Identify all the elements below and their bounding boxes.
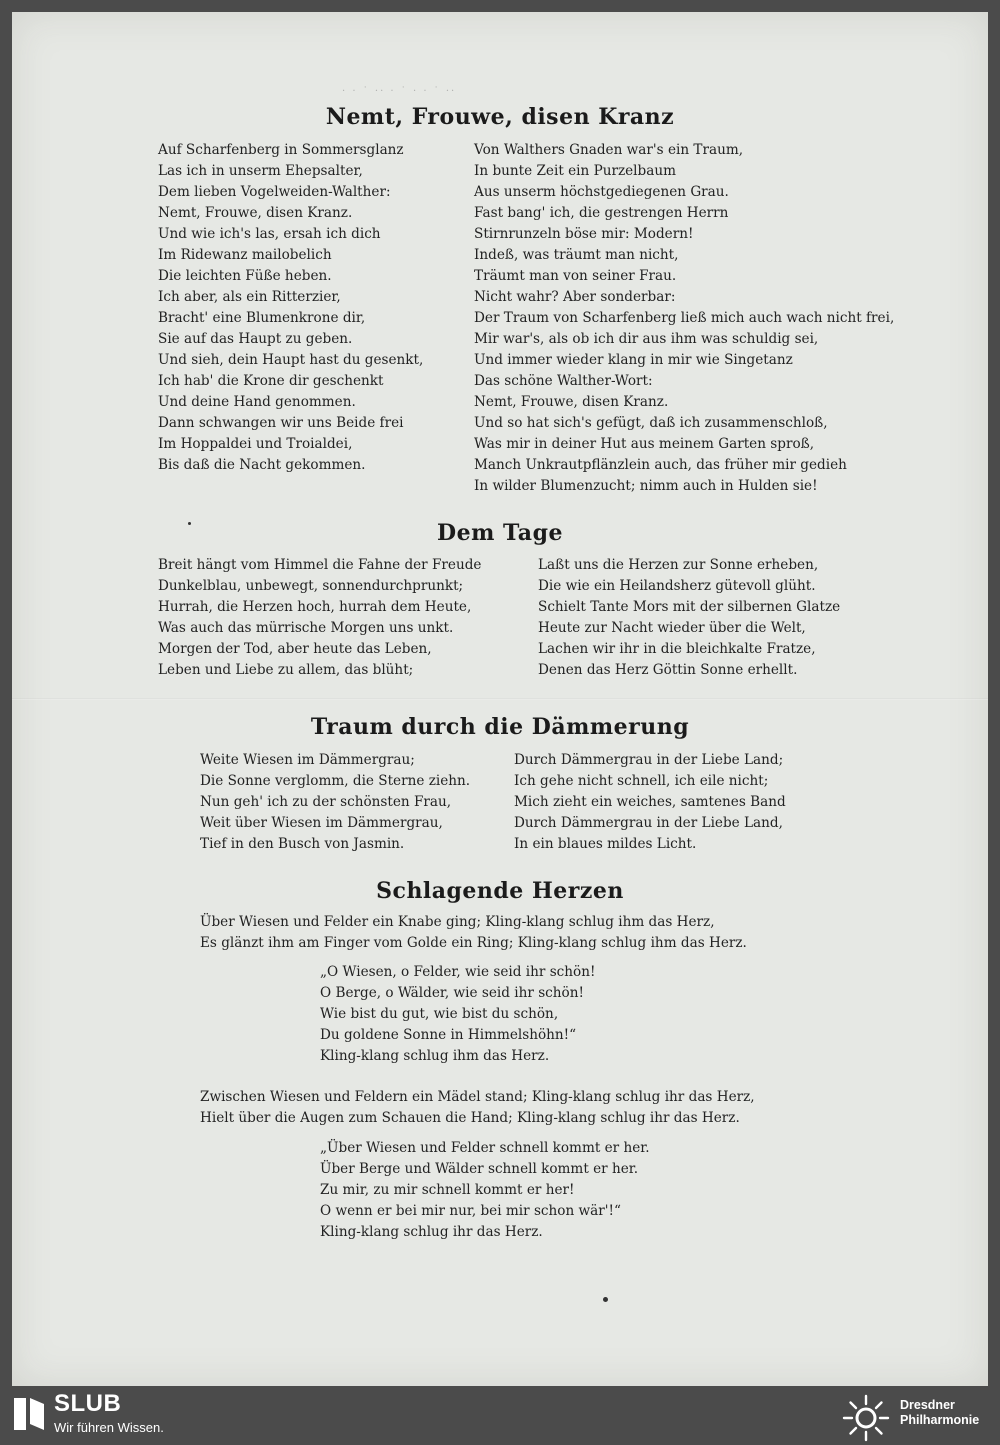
- poem4-quote1: [320, 962, 595, 1067]
- verse-line: Das schöne Walther-Wort:: [474, 373, 653, 389]
- verse-line: Die wie ein Heilandsherz gütevoll glüht.: [538, 578, 816, 594]
- verse-line: Weite Wiesen im Dämmergrau;: [200, 752, 415, 768]
- verse-line: Nemt, Frouwe, disen Kranz.: [474, 394, 669, 410]
- verse-line: Lachen wir ihr in die bleichkalte Fratze,: [538, 641, 816, 657]
- verse-line: Was mir in deiner Hut aus meinem Garten sproß,: [474, 436, 815, 452]
- verse-line: Kling-klang schlug ihr das Herz.: [320, 1224, 543, 1240]
- poem1-left-column: [158, 140, 423, 476]
- poem-title-traum-durch-die-daemmerung: Traum durch die Dämmerung: [310, 714, 690, 740]
- verse-line: Von Walthers Gnaden war's ein Traum,: [474, 142, 744, 158]
- library-name: SLUB: [54, 1390, 122, 1417]
- verse-line: Über Berge und Wälder schnell kommt er her.: [320, 1161, 639, 1177]
- verse-line: Dem lieben Vogelweiden-Walther:: [158, 184, 391, 200]
- partner-line1: Dresdner: [900, 1398, 955, 1412]
- philharmonie-logo-icon: [842, 1394, 890, 1442]
- verse-line: Hurrah, die Herzen hoch, hurrah dem Heute,: [158, 599, 472, 615]
- verse-line: O Berge, o Wälder, wie seid ihr schön!: [320, 985, 584, 1001]
- verse-line: Träumt man von seiner Frau.: [474, 268, 677, 284]
- verse-line: Las ich in unserm Ehepsalter,: [158, 163, 363, 179]
- verse-line: Nun geh' ich zu der schönsten Frau,: [200, 794, 452, 810]
- verse-line: O wenn er bei mir nur, bei mir schon wär'!“: [320, 1203, 621, 1219]
- verse-line: Tief in den Busch von Jasmin.: [200, 836, 405, 852]
- verse-line: „Über Wiesen und Felder schnell kommt er her.: [320, 1140, 650, 1156]
- verse-line: Heute zur Nacht wieder über die Welt,: [538, 620, 806, 636]
- poem4-stanza1: [200, 912, 747, 954]
- verse-line: Indeß, was träumt man nicht,: [474, 247, 679, 263]
- verse-line: Zu mir, zu mir schnell kommt er her!: [320, 1182, 575, 1198]
- verse-line: Es glänzt ihm am Finger vom Golde ein Ring; Kling-klang schlug ihm das Herz.: [200, 935, 747, 951]
- verse-line: Im Ridewanz mailobelich: [158, 247, 332, 263]
- poem3-right-column: [514, 750, 786, 855]
- ink-dot: [188, 522, 191, 525]
- verse-line: Sie auf das Haupt zu geben.: [158, 331, 353, 347]
- verse-line: Die Sonne verglomm, die Sterne ziehn.: [200, 773, 471, 789]
- library-tagline: Wir führen Wissen.: [54, 1420, 164, 1435]
- verse-line: Der Traum von Scharfenberg ließ mich auch wach nicht frei,: [474, 310, 895, 326]
- verse-line: Breit hängt vom Himmel die Fahne der Freude: [158, 557, 482, 573]
- verse-line: Wie bist du gut, wie bist du schön,: [320, 1006, 559, 1022]
- verse-line: Ich aber, als ein Ritterzier,: [158, 289, 341, 305]
- poem1-right-column: [474, 140, 894, 497]
- verse-line: Und immer wieder klang in mir wie Singetanz: [474, 352, 793, 368]
- partner-line2: Philharmonie: [900, 1413, 980, 1427]
- verse-line: Kling-klang schlug ihm das Herz.: [320, 1048, 550, 1064]
- verse-line: Leben und Liebe zu allem, das blüht;: [158, 662, 414, 678]
- verse-line: Dunkelblau, unbewegt, sonnendurchprunkt;: [158, 578, 464, 594]
- verse-line: Morgen der Tod, aber heute das Leben,: [158, 641, 432, 657]
- verse-line: In ein blaues mildes Licht.: [514, 836, 697, 852]
- poem2-right-column: [538, 555, 840, 681]
- verse-line: Durch Dämmergrau in der Liebe Land;: [514, 752, 784, 768]
- footer-bar: [0, 1388, 1000, 1445]
- verse-line: Bis daß die Nacht gekommen.: [158, 457, 366, 473]
- poem3-left-column: [200, 750, 470, 855]
- verse-line: Denen das Herz Göttin Sonne erhellt.: [538, 662, 798, 678]
- verse-line: Aus unserm höchstgediegenen Grau.: [474, 184, 729, 200]
- poem-title-schlagende-herzen: Schlagende Herzen: [376, 878, 624, 904]
- poem2-left-column: [158, 555, 481, 681]
- verse-line: Hielt über die Augen zum Schauen die Hand; Kling-klang schlug ihr das Herz.: [200, 1110, 740, 1126]
- verse-line: Im Hoppaldei und Troialdei,: [158, 436, 353, 452]
- faded-stamp: · ‧ ˙ ·· ‧ ˙ · ‧ ˙ ··: [342, 86, 457, 97]
- partner-name: [900, 1398, 979, 1428]
- verse-line: Schielt Tante Mors mit der silbernen Glatze: [538, 599, 841, 615]
- slub-logo-icon: [12, 1394, 46, 1434]
- verse-line: Du goldene Sonne in Himmelshöhn!“: [320, 1027, 577, 1043]
- verse-line: Und wie ich's las, ersah ich dich: [158, 226, 381, 242]
- verse-line: Durch Dämmergrau in der Liebe Land,: [514, 815, 783, 831]
- poem4-quote2: [320, 1138, 650, 1243]
- verse-line: Ich hab' die Krone dir geschenkt: [158, 373, 384, 389]
- verse-line: Und so hat sich's gefügt, daß ich zusammenschloß,: [474, 415, 828, 431]
- verse-line: Laßt uns die Herzen zur Sonne erheben,: [538, 557, 819, 573]
- verse-line: Die leichten Füße heben.: [158, 268, 332, 284]
- verse-line: Bracht' eine Blumenkrone dir,: [158, 310, 366, 326]
- verse-line: Mich zieht ein weiches, samtenes Band: [514, 794, 786, 810]
- verse-line: In wilder Blumenzucht; nimm auch in Hulden sie!: [474, 478, 818, 494]
- poem4-stanza2: [200, 1087, 755, 1129]
- poem-title-nemt-frouwe: Nemt, Frouwe, disen Kranz: [325, 104, 675, 130]
- verse-line: Stirnrunzeln böse mir: Modern!: [474, 226, 694, 242]
- poem-title-dem-tage: Dem Tage: [437, 520, 563, 546]
- verse-line: Mir war's, als ob ich dir aus ihm was schuldig sei,: [474, 331, 819, 347]
- verse-line: Dann schwangen wir uns Beide frei: [158, 415, 404, 431]
- verse-line: Was auch das mürrische Morgen uns unkt.: [158, 620, 454, 636]
- paper-fold: [12, 698, 988, 700]
- verse-line: Über Wiesen und Felder ein Knabe ging; Kling-klang schlug ihm das Herz,: [200, 914, 715, 930]
- verse-line: Weit über Wiesen im Dämmergrau,: [200, 815, 443, 831]
- verse-line: Nemt, Frouwe, disen Kranz.: [158, 205, 353, 221]
- ink-dot: [603, 1297, 608, 1302]
- verse-line: Manch Unkrautpflänzlein auch, das früher mir gedieh: [474, 457, 847, 473]
- verse-line: Und sieh, dein Haupt hast du gesenkt,: [158, 352, 424, 368]
- verse-line: „O Wiesen, o Felder, wie seid ihr schön!: [320, 964, 596, 980]
- verse-line: In bunte Zeit ein Purzelbaum: [474, 163, 676, 179]
- verse-line: Nicht wahr? Aber sonderbar:: [474, 289, 676, 305]
- verse-line: Und deine Hand genommen.: [158, 394, 356, 410]
- verse-line: Auf Scharfenberg in Sommersglanz: [158, 142, 404, 158]
- verse-line: Zwischen Wiesen und Feldern ein Mädel stand; Kling-klang schlug ihr das Herz,: [200, 1089, 755, 1105]
- verse-line: Ich gehe nicht schnell, ich eile nicht;: [514, 773, 769, 789]
- verse-line: Fast bang' ich, die gestrengen Herrn: [474, 205, 729, 221]
- document-page: [12, 12, 988, 1386]
